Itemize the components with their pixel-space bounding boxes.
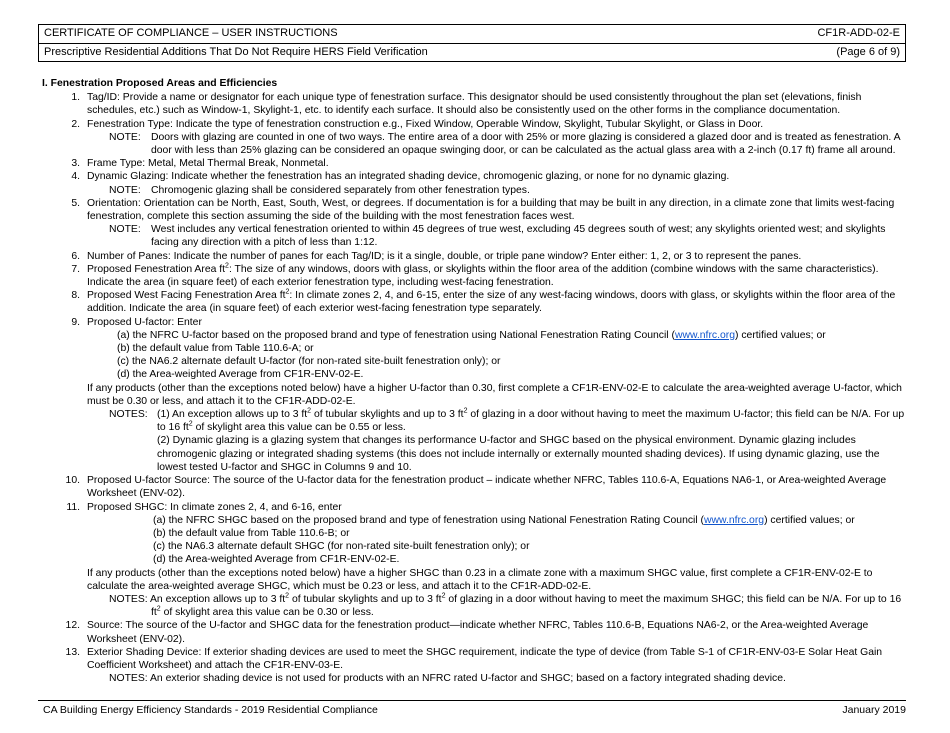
- list-item-13: [42, 646, 906, 686]
- item-number: 5.: [71, 197, 80, 209]
- instructions-content: [42, 77, 906, 685]
- item-text: Tag/ID: Provide a name or designator for each unique type of fenestration surface. This designator should be used consistently throughout the plan set (elevations, finish schedules, etc.) such as Window-1, Skylight-1, etc. to identify each surface. It should also be consistently used on the other forms in the compliance documentation.: [87, 92, 862, 117]
- form-id: CF1R-ADD-02-E: [817, 27, 900, 40]
- list-item-12: [42, 619, 906, 645]
- page-footer: [38, 700, 906, 717]
- note-label: NOTE:: [109, 224, 141, 236]
- item-text: Proposed West Facing Fenestration Area $ft^2$: In climate zones 2, 4, and 6-15, enter the size of any west-facing windows, doors with glass, or skylights within the floor area of the addition. Indicate the area (in square feet) of each exterior west-facing fenestration type separately.: [87, 288, 896, 315]
- footer-standard: CA Building Energy Efficiency Standards - 2019 Residential Compliance: [43, 704, 378, 716]
- sub-item-c: (c) the NA6.2 alternate default U-factor (for non-rated site-built fenestration only); or: [117, 356, 501, 368]
- list-item-9: [42, 316, 906, 474]
- item-number: 8.: [71, 290, 80, 302]
- item-text: Exterior Shading Device: If exterior shading devices are used to meet the SHGC requirement, indicate the type of device (from Table S-1 of CF1R-ENV-03-E Solar Heat Gain Coefficient Worksheet) and attach the CF1R-ENV-03-E.: [87, 646, 883, 671]
- note-text: Chromogenic glazing shall be considered separately from other fenestration types.: [151, 184, 530, 196]
- item-text: Fenestration Type: Indicate the type of fenestration construction e.g., Fixed Window, Operable Window, Skylight, Tubular Skylight, or Glass in Door.: [87, 118, 764, 130]
- page-number: (Page 6 of 9): [836, 46, 900, 59]
- item-paragraph: If any products (other than the exceptions noted below) have a higher U-factor than 0.30, first complete a CF1R-ENV-02-E to calculate the area-weighted average U-factor, which must be 0.30 or less, and attach it to the CF1R-ADD-02-E.: [87, 382, 902, 407]
- item-number: 13.: [65, 646, 80, 658]
- sub-item-b: (b) the default value from Table 110.6-A; or: [117, 343, 314, 355]
- sub-item-a: (a) the NFRC SHGC based on the proposed brand and type of fenestration using National Fenestration Rating Council (www.nfrc.org) certified values; or: [153, 514, 855, 526]
- item-number: 6.: [71, 250, 80, 262]
- footer-date: January 2019: [842, 704, 906, 716]
- item-note: [87, 223, 906, 249]
- list-item-5: [42, 197, 906, 250]
- note-label: NOTE:: [109, 131, 141, 143]
- item-note: [87, 131, 906, 157]
- list-item-11: [42, 501, 906, 620]
- item-text: Proposed SHGC: In climate zones 2, 4, and 6-16, enter: [87, 501, 342, 513]
- list-item-1: [42, 91, 906, 117]
- list-item-7: [42, 263, 906, 289]
- list-item-3: [42, 157, 906, 170]
- note-text: Doors with glazing are counted in one of two ways. The entire area of a door with 25% or more glazing is considered a glazed door and is treated as fenestration. A door with less than 25% glazing can be considered an opaque swinging door, or can be calculated as the actual glass area with a 2-inch (0.17 ft) frame all around.: [151, 131, 900, 157]
- list-item-10: [42, 474, 906, 500]
- item-notes: NOTES: An exterior shading device is not used for products with an NFRC rated U-factor and SHGC; based on a factory integrated shading device.: [109, 673, 786, 685]
- note-text: West includes any vertical fenestration oriented to within 45 degrees of true west, excluding 45 degrees south of west; any skylights oriented west; and skylights facing any direction with a pitch of less than 1:12.: [151, 224, 886, 249]
- item-notes: [87, 408, 906, 474]
- item-number: 4.: [71, 171, 80, 183]
- item-note: [87, 184, 906, 197]
- item-number: 3.: [71, 158, 80, 170]
- item-text: Proposed Fenestration Area $ft^2$: The size of any windows, doors with glass, or skylights within the floor area of the addition (combine windows with the same characteristics). Indicate the area (in square feet) of each exterior fenestration type, including west-facing fenestration.: [87, 262, 879, 289]
- item-text: Orientation: Orientation can be North, East, South, West, or degrees. If documentation is for a building that may be built in any direction, in a climate zone that limits west-facing fenestration, complete this section assuming the side of the building with the most fenestration faces west.: [87, 197, 895, 223]
- form-subtitle: Prescriptive Residential Additions That Do Not Require HERS Field Verification: [44, 46, 428, 59]
- item-text: Proposed U-factor Source: The source of the U-factor data for the fenestration product – indicate whether NFRC, Tables 110.6-A, Equations NA6-1, or Area-weighted Average Worksheet (ENV-02).: [87, 475, 887, 500]
- sub-item-d: (d) the Area-weighted Average from CF1R-ENV-02-E.: [117, 369, 364, 381]
- list-item-6: [42, 250, 906, 263]
- form-title: CERTIFICATE OF COMPLIANCE – USER INSTRUCTIONS: [44, 27, 338, 40]
- sub-item-d: (d) the Area-weighted Average from CF1R-ENV-02-E.: [153, 554, 400, 566]
- nfrc-link[interactable]: www.nfrc.org: [704, 514, 765, 526]
- item-number: 12.: [65, 620, 80, 632]
- section-title: I. Fenestration Proposed Areas and Efficiencies: [42, 78, 278, 89]
- list-item-2: [42, 118, 906, 158]
- nfrc-link[interactable]: www.nfrc.org: [674, 329, 736, 341]
- item-paragraph: If any products (other than the exceptions noted below) have a higher SHGC than 0.23 in a climate zone with a maximum SHGC value, first complete a CF1R-ENV-02-E to calculate the area-weighted average SHGC, which must be 0.23 or less, and attach it to the CF1R-ADD-02-E.: [87, 567, 873, 592]
- note-2: (2) Dynamic glazing is a glazing system that changes its performance U-factor and SHGC based on the physical environment. Dynamic glazing includes chromogenic glazing or integrated shading systems (this does not include internally or externally mounted shading devices). If using dynamic glazing, use the lowest tested U-factor and SHGC in Columns 9 and 10.: [157, 435, 880, 473]
- item-number: 10.: [65, 475, 80, 487]
- item-text: Dynamic Glazing: Indicate whether the fenestration has an integrated shading device, chromogenic glazing, or none for no dynamic glazing.: [87, 171, 730, 183]
- note-label: NOTE:: [109, 184, 141, 196]
- list-item-4: [42, 170, 906, 196]
- item-text: Proposed U-factor: Enter: [87, 316, 202, 328]
- item-number: 1.: [71, 92, 80, 104]
- sub-item-b: (b) the default value from Table 110.6-B; or: [153, 527, 350, 539]
- notes-label: NOTES:: [109, 409, 148, 421]
- header-box: [38, 24, 906, 62]
- item-text: Source: The source of the U-factor and SHGC data for the fenestration product—indicate whether NFRC, Tables 110.6-B, Equations NA6-2, or the Area-weighted Average Worksheet (ENV-02).: [87, 620, 869, 645]
- item-number: 9.: [71, 316, 80, 328]
- item-number: 7.: [71, 263, 80, 275]
- header-row-1: [39, 25, 905, 44]
- note-1: (1) An exception allows up to 3 $ft^2$ of tubular skylights and up to 3 $ft^2$ of glazing in a door without having to meet the maximum U-factor; this field can be N/A. For up to 16 $ft^2$ of skylight area this value can be 0.55 or less.: [157, 407, 905, 434]
- item-number: 11.: [66, 501, 80, 513]
- item-text: Frame Type: Metal, Metal Thermal Break, Nonmetal.: [87, 158, 329, 170]
- sub-item-c: (c) the NA6.3 alternate default SHGC (for non-rated site-built fenestration only); or: [153, 541, 530, 553]
- header-row-2: [39, 44, 905, 62]
- item-text: Number of Panes: Indicate the number of panes for each Tag/ID; is it a single, double, or triple pane window? Enter either: 1, 2, or 3 to represent the panes.: [87, 250, 802, 262]
- sub-item-a: (a) the NFRC U-factor based on the proposed brand and type of fenestration using National Fenestration Rating Council (www.nfrc.org) certified values; or: [117, 329, 826, 341]
- item-notes: NOTES: An exception allows up to 3 $ft^2$ of tubular skylights and up to 3 $ft^2$ of glazing in a door without having to meet the maximum SHGC; this field can be N/A. For up to 16 $ft^2$ of skylight area this value can be 0.30 or less.: [109, 592, 902, 619]
- item-number: 2.: [71, 118, 80, 130]
- list-item-8: [42, 289, 906, 315]
